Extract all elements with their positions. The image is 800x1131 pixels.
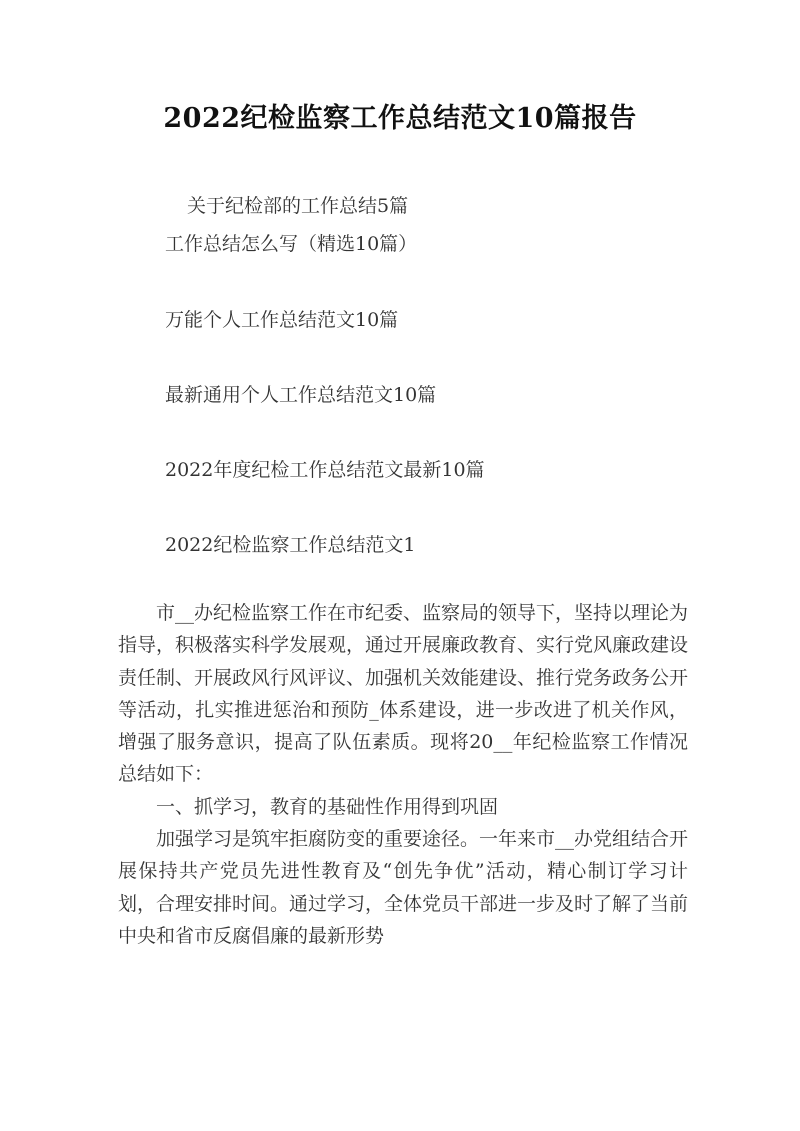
related-link-4[interactable]: 最新通用个人工作总结范文10篇 [165,384,437,406]
related-link-1[interactable]: 关于纪检部的工作总结5篇 [187,195,409,217]
related-link-3[interactable]: 万能个人工作总结范文10篇 [165,309,399,331]
article-body [118,597,688,952]
section-heading: 2022纪检监察工作总结范文1 [165,534,416,556]
related-link-2[interactable]: 工作总结怎么写（精选10篇） [165,233,418,255]
paragraph-intro: 市__办纪检监察工作在市纪委、监察局的领导下，坚持以理论为指导，积极落实科学发展观，通过开展廉政教育、实行党风廉政建设责任制、开展政风行风评议、加强机关效能建设、推行党务政务公开等活动，扎实推进惩治和预防_体系建设，进一步改进了机关作风，增强了服务意识，提高了队伍素质。现将20__年纪检监察工作情况总结如下： [118,602,689,786]
related-link-5[interactable]: 2022年度纪检工作总结范文最新10篇 [165,459,485,481]
document-title: 2022纪检监察工作总结范文10篇报告 [163,103,637,134]
paragraph-study: 加强学习是筑牢拒腐防变的重要途径。一年来市__办党组结合开展保持共产党员先进性教育及“创先争优”活动，精心制订学习计划，合理安排时间。通过学习，全体党员干部进一步及时了解了当前中央和省市反腐倡廉的最新形势 [118,828,689,947]
paragraph-heading-1: 一、抓学习，教育的基础性作用得到巩固 [156,795,499,818]
